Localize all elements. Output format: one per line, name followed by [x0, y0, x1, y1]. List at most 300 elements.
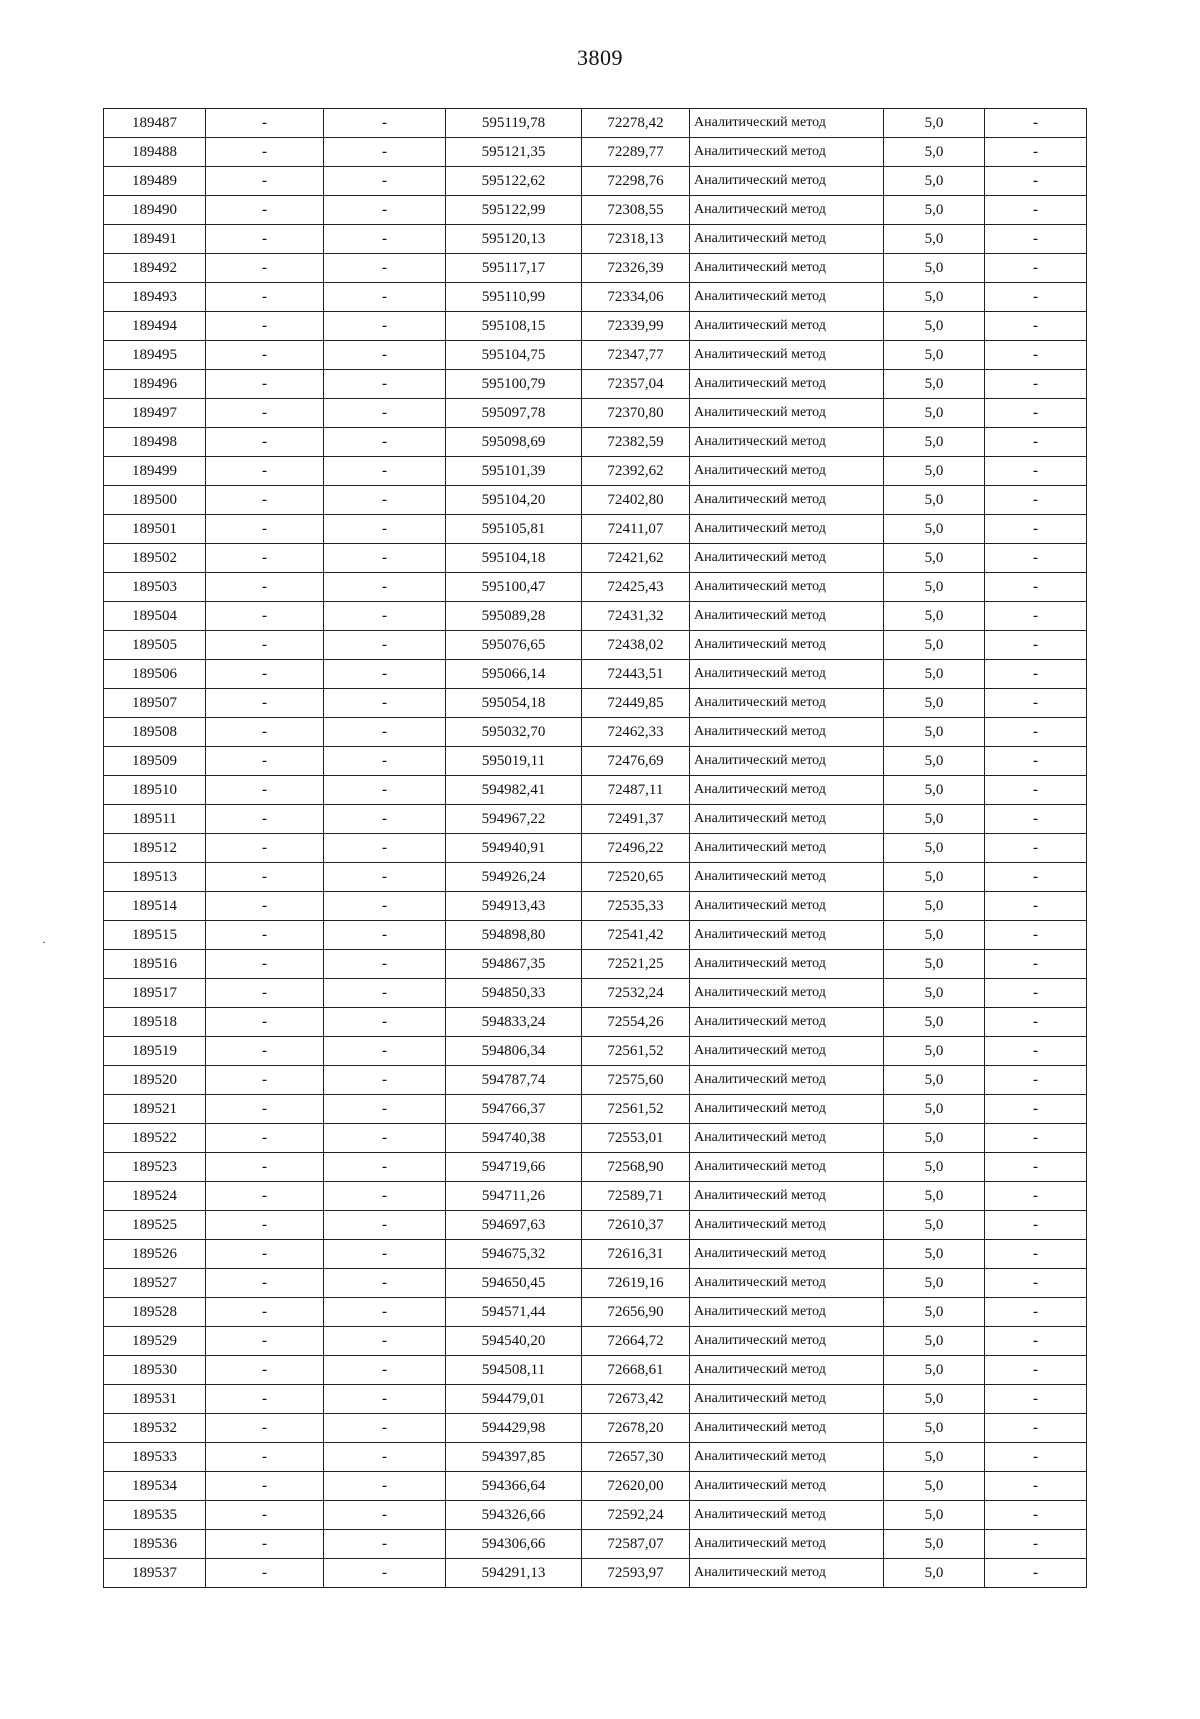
x-coordinate-cell: 595122,99: [446, 196, 582, 225]
method-cell: Аналитический метод: [690, 196, 884, 225]
method-cell: Аналитический метод: [690, 1269, 884, 1298]
old-y-cell: -: [324, 428, 446, 457]
old-x-cell: -: [206, 399, 324, 428]
x-coordinate-cell: 594326,66: [446, 1501, 582, 1530]
old-y-cell: -: [324, 370, 446, 399]
old-x-cell: -: [206, 805, 324, 834]
y-coordinate-cell: 72554,26: [582, 1008, 690, 1037]
method-cell: Аналитический метод: [690, 1066, 884, 1095]
method-cell: Аналитический метод: [690, 312, 884, 341]
method-cell: Аналитический метод: [690, 979, 884, 1008]
old-y-cell: -: [324, 1356, 446, 1385]
old-y-cell: -: [324, 1472, 446, 1501]
old-x-cell: -: [206, 1385, 324, 1414]
x-coordinate-cell: 595122,62: [446, 167, 582, 196]
old-x-cell: -: [206, 1472, 324, 1501]
x-coordinate-cell: 594711,26: [446, 1182, 582, 1211]
y-coordinate-cell: 72476,69: [582, 747, 690, 776]
accuracy-cell: 5,0: [884, 312, 985, 341]
point-number-cell: 189497: [104, 399, 206, 428]
point-number-cell: 189510: [104, 776, 206, 805]
table-row: [104, 834, 1087, 863]
description-cell: -: [985, 225, 1087, 254]
method-cell: Аналитический метод: [690, 689, 884, 718]
x-coordinate-cell: 594397,85: [446, 1443, 582, 1472]
accuracy-cell: 5,0: [884, 138, 985, 167]
description-cell: -: [985, 254, 1087, 283]
table-row: [104, 689, 1087, 718]
y-coordinate-cell: 72392,62: [582, 457, 690, 486]
old-y-cell: -: [324, 921, 446, 950]
method-cell: Аналитический метод: [690, 1559, 884, 1588]
y-coordinate-cell: 72535,33: [582, 892, 690, 921]
old-x-cell: -: [206, 573, 324, 602]
old-y-cell: -: [324, 1298, 446, 1327]
y-coordinate-cell: 72520,65: [582, 863, 690, 892]
old-x-cell: -: [206, 1211, 324, 1240]
old-x-cell: -: [206, 1327, 324, 1356]
accuracy-cell: 5,0: [884, 167, 985, 196]
old-x-cell: -: [206, 1530, 324, 1559]
table-row: [104, 631, 1087, 660]
old-y-cell: -: [324, 138, 446, 167]
point-number-cell: 189507: [104, 689, 206, 718]
accuracy-cell: 5,0: [884, 1008, 985, 1037]
x-coordinate-cell: 595100,79: [446, 370, 582, 399]
point-number-cell: 189522: [104, 1124, 206, 1153]
y-coordinate-cell: 72308,55: [582, 196, 690, 225]
table-row: [104, 486, 1087, 515]
accuracy-cell: 5,0: [884, 254, 985, 283]
accuracy-cell: 5,0: [884, 1530, 985, 1559]
method-cell: Аналитический метод: [690, 1153, 884, 1182]
x-coordinate-cell: 594766,37: [446, 1095, 582, 1124]
table-row: [104, 1037, 1087, 1066]
description-cell: -: [985, 1443, 1087, 1472]
old-y-cell: -: [324, 863, 446, 892]
point-number-cell: 189526: [104, 1240, 206, 1269]
y-coordinate-cell: 72491,37: [582, 805, 690, 834]
y-coordinate-cell: 72357,04: [582, 370, 690, 399]
description-cell: -: [985, 863, 1087, 892]
table-row: [104, 1211, 1087, 1240]
x-coordinate-cell: 594806,34: [446, 1037, 582, 1066]
method-cell: Аналитический метод: [690, 515, 884, 544]
description-cell: -: [985, 1472, 1087, 1501]
method-cell: Аналитический метод: [690, 834, 884, 863]
old-x-cell: -: [206, 1182, 324, 1211]
old-y-cell: -: [324, 834, 446, 863]
x-coordinate-cell: 595089,28: [446, 602, 582, 631]
table-row: [104, 109, 1087, 138]
x-coordinate-cell: 594867,35: [446, 950, 582, 979]
old-y-cell: -: [324, 602, 446, 631]
point-number-cell: 189492: [104, 254, 206, 283]
point-number-cell: 189512: [104, 834, 206, 863]
description-cell: -: [985, 1501, 1087, 1530]
method-cell: Аналитический метод: [690, 805, 884, 834]
accuracy-cell: 5,0: [884, 1240, 985, 1269]
x-coordinate-cell: 594940,91: [446, 834, 582, 863]
table-row: [104, 1124, 1087, 1153]
point-number-cell: 189493: [104, 283, 206, 312]
old-y-cell: -: [324, 747, 446, 776]
method-cell: Аналитический метод: [690, 1414, 884, 1443]
old-x-cell: -: [206, 863, 324, 892]
point-number-cell: 189531: [104, 1385, 206, 1414]
method-cell: Аналитический метод: [690, 1037, 884, 1066]
description-cell: -: [985, 979, 1087, 1008]
y-coordinate-cell: 72318,13: [582, 225, 690, 254]
x-coordinate-cell: 595019,11: [446, 747, 582, 776]
table-row: [104, 1095, 1087, 1124]
old-x-cell: -: [206, 1008, 324, 1037]
description-cell: -: [985, 167, 1087, 196]
old-x-cell: -: [206, 167, 324, 196]
y-coordinate-cell: 72541,42: [582, 921, 690, 950]
accuracy-cell: 5,0: [884, 718, 985, 747]
point-number-cell: 189520: [104, 1066, 206, 1095]
old-x-cell: -: [206, 631, 324, 660]
x-coordinate-cell: 594982,41: [446, 776, 582, 805]
description-cell: -: [985, 1298, 1087, 1327]
old-x-cell: -: [206, 979, 324, 1008]
description-cell: -: [985, 834, 1087, 863]
x-coordinate-cell: 595101,39: [446, 457, 582, 486]
accuracy-cell: 5,0: [884, 863, 985, 892]
point-number-cell: 189503: [104, 573, 206, 602]
method-cell: Аналитический метод: [690, 631, 884, 660]
old-x-cell: -: [206, 689, 324, 718]
point-number-cell: 189535: [104, 1501, 206, 1530]
x-coordinate-cell: 595104,18: [446, 544, 582, 573]
point-number-cell: 189518: [104, 1008, 206, 1037]
description-cell: -: [985, 921, 1087, 950]
old-y-cell: -: [324, 1066, 446, 1095]
old-x-cell: -: [206, 544, 324, 573]
x-coordinate-cell: 595104,75: [446, 341, 582, 370]
point-number-cell: 189489: [104, 167, 206, 196]
accuracy-cell: 5,0: [884, 1269, 985, 1298]
accuracy-cell: 5,0: [884, 544, 985, 573]
point-number-cell: 189506: [104, 660, 206, 689]
table-row: [104, 515, 1087, 544]
description-cell: -: [985, 602, 1087, 631]
method-cell: Аналитический метод: [690, 573, 884, 602]
x-coordinate-cell: 594675,32: [446, 1240, 582, 1269]
y-coordinate-cell: 72334,06: [582, 283, 690, 312]
y-coordinate-cell: 72657,30: [582, 1443, 690, 1472]
x-coordinate-cell: 594833,24: [446, 1008, 582, 1037]
point-number-cell: 189490: [104, 196, 206, 225]
accuracy-cell: 5,0: [884, 834, 985, 863]
table-row: [104, 196, 1087, 225]
y-coordinate-cell: 72425,43: [582, 573, 690, 602]
accuracy-cell: 5,0: [884, 573, 985, 602]
description-cell: -: [985, 515, 1087, 544]
old-y-cell: -: [324, 1124, 446, 1153]
x-coordinate-cell: 595119,78: [446, 109, 582, 138]
method-cell: Аналитический метод: [690, 1356, 884, 1385]
old-x-cell: -: [206, 747, 324, 776]
description-cell: -: [985, 1356, 1087, 1385]
description-cell: -: [985, 660, 1087, 689]
old-y-cell: -: [324, 1385, 446, 1414]
y-coordinate-cell: 72382,59: [582, 428, 690, 457]
description-cell: -: [985, 109, 1087, 138]
x-coordinate-cell: 595120,13: [446, 225, 582, 254]
method-cell: Аналитический метод: [690, 544, 884, 573]
old-y-cell: -: [324, 805, 446, 834]
method-cell: Аналитический метод: [690, 747, 884, 776]
old-y-cell: -: [324, 573, 446, 602]
description-cell: -: [985, 689, 1087, 718]
table-row: [104, 950, 1087, 979]
accuracy-cell: 5,0: [884, 370, 985, 399]
table-row: [104, 602, 1087, 631]
old-y-cell: -: [324, 1095, 446, 1124]
accuracy-cell: 5,0: [884, 1385, 985, 1414]
description-cell: -: [985, 747, 1087, 776]
old-y-cell: -: [324, 1501, 446, 1530]
old-x-cell: -: [206, 283, 324, 312]
old-y-cell: -: [324, 167, 446, 196]
x-coordinate-cell: 595066,14: [446, 660, 582, 689]
point-number-cell: 189505: [104, 631, 206, 660]
table-row: [104, 1530, 1087, 1559]
accuracy-cell: 5,0: [884, 399, 985, 428]
method-cell: Аналитический метод: [690, 109, 884, 138]
x-coordinate-cell: 594967,22: [446, 805, 582, 834]
method-cell: Аналитический метод: [690, 254, 884, 283]
x-coordinate-cell: 594740,38: [446, 1124, 582, 1153]
table-row: [104, 1443, 1087, 1472]
old-y-cell: -: [324, 1530, 446, 1559]
old-y-cell: -: [324, 1037, 446, 1066]
old-x-cell: -: [206, 1443, 324, 1472]
old-x-cell: -: [206, 1124, 324, 1153]
x-coordinate-cell: 594429,98: [446, 1414, 582, 1443]
point-number-cell: 189501: [104, 515, 206, 544]
y-coordinate-cell: 72561,52: [582, 1095, 690, 1124]
old-y-cell: -: [324, 515, 446, 544]
table-row: [104, 1269, 1087, 1298]
description-cell: -: [985, 1327, 1087, 1356]
method-cell: Аналитический метод: [690, 370, 884, 399]
accuracy-cell: 5,0: [884, 805, 985, 834]
table-row: [104, 138, 1087, 167]
old-x-cell: -: [206, 892, 324, 921]
old-y-cell: -: [324, 718, 446, 747]
accuracy-cell: 5,0: [884, 1559, 985, 1588]
description-cell: -: [985, 312, 1087, 341]
old-x-cell: -: [206, 718, 324, 747]
point-number-cell: 189524: [104, 1182, 206, 1211]
description-cell: -: [985, 283, 1087, 312]
point-number-cell: 189530: [104, 1356, 206, 1385]
accuracy-cell: 5,0: [884, 921, 985, 950]
accuracy-cell: 5,0: [884, 341, 985, 370]
x-coordinate-cell: 594898,80: [446, 921, 582, 950]
method-cell: Аналитический метод: [690, 1182, 884, 1211]
description-cell: -: [985, 399, 1087, 428]
accuracy-cell: 5,0: [884, 1298, 985, 1327]
old-y-cell: -: [324, 1559, 446, 1588]
point-number-cell: 189511: [104, 805, 206, 834]
method-cell: Аналитический метод: [690, 950, 884, 979]
point-number-cell: 189502: [104, 544, 206, 573]
old-y-cell: -: [324, 1153, 446, 1182]
table-row: [104, 1008, 1087, 1037]
point-number-cell: 189519: [104, 1037, 206, 1066]
old-y-cell: -: [324, 1327, 446, 1356]
old-y-cell: -: [324, 196, 446, 225]
y-coordinate-cell: 72431,32: [582, 602, 690, 631]
table-row: [104, 718, 1087, 747]
accuracy-cell: 5,0: [884, 1153, 985, 1182]
method-cell: Аналитический метод: [690, 718, 884, 747]
old-x-cell: -: [206, 312, 324, 341]
old-x-cell: -: [206, 370, 324, 399]
accuracy-cell: 5,0: [884, 979, 985, 1008]
old-x-cell: -: [206, 1298, 324, 1327]
x-coordinate-cell: 594697,63: [446, 1211, 582, 1240]
old-x-cell: -: [206, 138, 324, 167]
accuracy-cell: 5,0: [884, 1443, 985, 1472]
y-coordinate-cell: 72443,51: [582, 660, 690, 689]
y-coordinate-cell: 72656,90: [582, 1298, 690, 1327]
point-number-cell: 189499: [104, 457, 206, 486]
table-row: [104, 1066, 1087, 1095]
accuracy-cell: 5,0: [884, 631, 985, 660]
point-number-cell: 189533: [104, 1443, 206, 1472]
y-coordinate-cell: 72575,60: [582, 1066, 690, 1095]
method-cell: Аналитический метод: [690, 167, 884, 196]
description-cell: -: [985, 1559, 1087, 1588]
method-cell: Аналитический метод: [690, 660, 884, 689]
old-x-cell: -: [206, 834, 324, 863]
method-cell: Аналитический метод: [690, 863, 884, 892]
old-x-cell: -: [206, 1066, 324, 1095]
y-coordinate-cell: 72532,24: [582, 979, 690, 1008]
x-coordinate-cell: 594850,33: [446, 979, 582, 1008]
method-cell: Аналитический метод: [690, 1385, 884, 1414]
point-number-cell: 189534: [104, 1472, 206, 1501]
coordinates-table: [103, 108, 1087, 1588]
x-coordinate-cell: 594479,01: [446, 1385, 582, 1414]
old-x-cell: -: [206, 515, 324, 544]
point-number-cell: 189532: [104, 1414, 206, 1443]
y-coordinate-cell: 72347,77: [582, 341, 690, 370]
x-coordinate-cell: 594508,11: [446, 1356, 582, 1385]
description-cell: -: [985, 1037, 1087, 1066]
x-coordinate-cell: 595100,47: [446, 573, 582, 602]
x-coordinate-cell: 595105,81: [446, 515, 582, 544]
point-number-cell: 189514: [104, 892, 206, 921]
accuracy-cell: 5,0: [884, 1211, 985, 1240]
point-number-cell: 189528: [104, 1298, 206, 1327]
old-x-cell: -: [206, 1356, 324, 1385]
table-row: [104, 1501, 1087, 1530]
method-cell: Аналитический метод: [690, 1008, 884, 1037]
accuracy-cell: 5,0: [884, 1037, 985, 1066]
x-coordinate-cell: 594571,44: [446, 1298, 582, 1327]
point-number-cell: 189498: [104, 428, 206, 457]
y-coordinate-cell: 72619,16: [582, 1269, 690, 1298]
point-number-cell: 189521: [104, 1095, 206, 1124]
y-coordinate-cell: 72664,72: [582, 1327, 690, 1356]
description-cell: -: [985, 370, 1087, 399]
y-coordinate-cell: 72620,00: [582, 1472, 690, 1501]
method-cell: Аналитический метод: [690, 892, 884, 921]
old-y-cell: -: [324, 312, 446, 341]
old-x-cell: -: [206, 921, 324, 950]
table-row: [104, 167, 1087, 196]
method-cell: Аналитический метод: [690, 776, 884, 805]
old-y-cell: -: [324, 254, 446, 283]
description-cell: -: [985, 1269, 1087, 1298]
x-coordinate-cell: 595110,99: [446, 283, 582, 312]
x-coordinate-cell: 594306,66: [446, 1530, 582, 1559]
y-coordinate-cell: 72449,85: [582, 689, 690, 718]
old-y-cell: -: [324, 631, 446, 660]
table-row: [104, 254, 1087, 283]
old-y-cell: -: [324, 892, 446, 921]
x-coordinate-cell: 594366,64: [446, 1472, 582, 1501]
table-row: [104, 457, 1087, 486]
x-coordinate-cell: 594719,66: [446, 1153, 582, 1182]
y-coordinate-cell: 72568,90: [582, 1153, 690, 1182]
table-row: [104, 283, 1087, 312]
old-x-cell: -: [206, 1414, 324, 1443]
point-number-cell: 189508: [104, 718, 206, 747]
description-cell: -: [985, 718, 1087, 747]
old-x-cell: -: [206, 457, 324, 486]
old-y-cell: -: [324, 225, 446, 254]
accuracy-cell: 5,0: [884, 283, 985, 312]
y-coordinate-cell: 72278,42: [582, 109, 690, 138]
y-coordinate-cell: 72339,99: [582, 312, 690, 341]
point-number-cell: 189494: [104, 312, 206, 341]
y-coordinate-cell: 72678,20: [582, 1414, 690, 1443]
accuracy-cell: 5,0: [884, 515, 985, 544]
table-row: [104, 660, 1087, 689]
y-coordinate-cell: 72589,71: [582, 1182, 690, 1211]
point-number-cell: 189504: [104, 602, 206, 631]
accuracy-cell: 5,0: [884, 1356, 985, 1385]
accuracy-cell: 5,0: [884, 225, 985, 254]
description-cell: -: [985, 457, 1087, 486]
table-row: [104, 921, 1087, 950]
old-x-cell: -: [206, 1037, 324, 1066]
old-y-cell: -: [324, 1414, 446, 1443]
method-cell: Аналитический метод: [690, 1472, 884, 1501]
old-y-cell: -: [324, 689, 446, 718]
description-cell: -: [985, 1240, 1087, 1269]
old-y-cell: -: [324, 1211, 446, 1240]
y-coordinate-cell: 72421,62: [582, 544, 690, 573]
method-cell: Аналитический метод: [690, 1530, 884, 1559]
description-cell: -: [985, 196, 1087, 225]
table-row: [104, 805, 1087, 834]
y-coordinate-cell: 72593,97: [582, 1559, 690, 1588]
table-row: [104, 863, 1087, 892]
old-y-cell: -: [324, 1008, 446, 1037]
description-cell: -: [985, 631, 1087, 660]
description-cell: -: [985, 1008, 1087, 1037]
description-cell: -: [985, 805, 1087, 834]
accuracy-cell: 5,0: [884, 1327, 985, 1356]
